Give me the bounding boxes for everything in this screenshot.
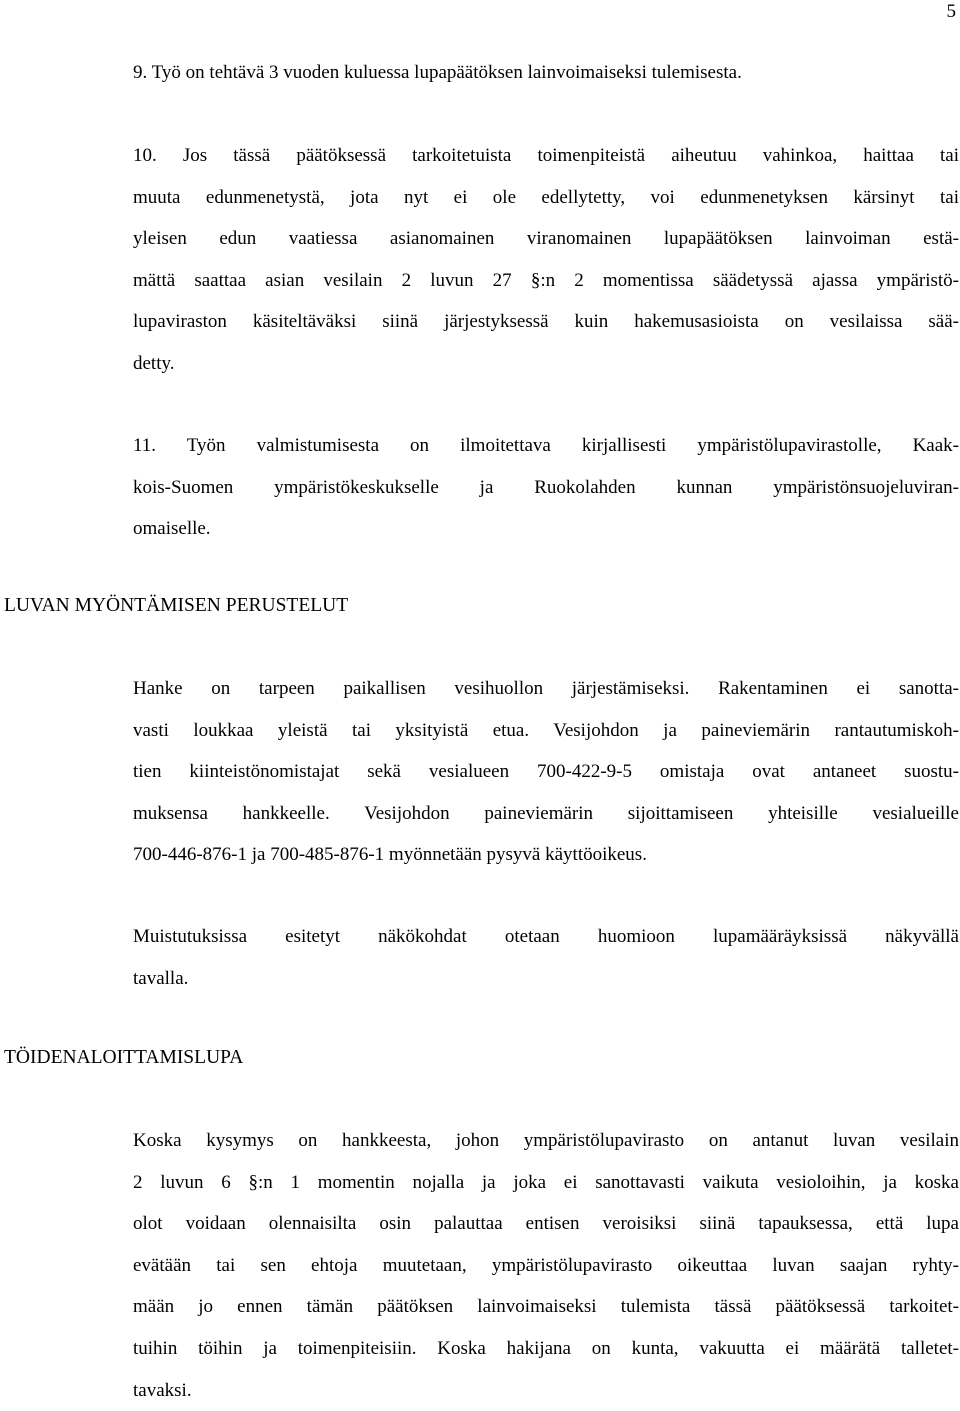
- text-line: kois-Suomen ympäristökeskukselle ja Ruokolahden kunnan ympäristönsuojeluviran-: [133, 476, 959, 498]
- text-line: tuihin töihin ja toimenpiteisiin. Koska hakijana on kunta, vakuutta ei määrätä talletet-: [133, 1337, 959, 1359]
- text-line: tavalla.: [133, 967, 189, 989]
- text-line: evätään tai sen ehtoja muutetaan, ympäristölupavirasto oikeuttaa luvan saajan ryhty-: [133, 1254, 959, 1276]
- text-line: 2 luvun 6 §:n 1 momentin nojalla ja joka ei sanottavasti vaikuta vesioloihin, ja koska: [133, 1171, 959, 1193]
- text-line: mään jo ennen tämän päätöksen lainvoimaiseksi tulemista tässä päätöksessä tarkoitet-: [133, 1296, 959, 1318]
- section-heading-perustelut: LUVAN MYÖNTÄMISEN PERUSTELUT: [4, 595, 349, 616]
- text-line: 10. Jos tässä päätöksessä tarkoitetuista toimenpiteistä aiheutuu vahinkoa, haittaa tai: [133, 145, 959, 166]
- text-line: mättä saattaa asian vesilain 2 luvun 27 §:n 2 momentissa säädetyssä ajassa ympäristö-: [133, 269, 959, 291]
- condition-10: [133, 135, 959, 385]
- text-line: vasti loukkaa yleistä tai yksityistä etua. Vesijohdon ja paineviemärin rantautumiskoh-: [133, 719, 959, 741]
- text-line: lupaviraston käsiteltäväksi siinä järjestyksessä kuin hakemusasioista on vesilaissa sää-: [133, 311, 959, 333]
- condition-9: [133, 52, 959, 94]
- text-line: muksensa hankkeelle. Vesijohdon paineviemärin sijoittamiseen yhteisille vesialueille: [133, 802, 959, 824]
- text-line: olot voidaan olennaisilta osin palauttaa entisen veroisiksi siinä tapauksessa, että lupa: [133, 1213, 959, 1235]
- text-line: muuta edunmenetystä, jota nyt ei ole edellytetty, voi edunmenetyksen kärsinyt tai: [133, 186, 959, 208]
- text-line: yleisen edun vaatiessa asianomainen viranomainen lupapäätöksen lainvoiman estä-: [133, 228, 959, 250]
- text-line: detty.: [133, 352, 175, 374]
- text-line: 9. Työ on tehtävä 3 vuoden kuluessa lupapäätöksen lainvoimaiseksi tulemisesta.: [133, 62, 742, 83]
- text-line: 11. Työn valmistumisesta on ilmoitettava kirjallisesti ympäristölupavirastolle, Kaak-: [133, 435, 959, 456]
- text-line: omaiselle.: [133, 518, 211, 540]
- perustelut-paragraph-1: [133, 668, 959, 876]
- text-line: Koska kysymys on hankkeesta, johon ympäristölupavirasto on antanut luvan vesilain: [133, 1130, 959, 1151]
- text-line: tavaksi.: [133, 1379, 192, 1401]
- text-line: Muistutuksissa esitetyt näkökohdat otetaan huomioon lupamääräyksissä näkyvällä: [133, 926, 959, 947]
- page-number: 5: [946, 1, 956, 22]
- perustelut-paragraph-2: [133, 916, 959, 999]
- text-line: 700-446-876-1 ja 700-485-876-1 myönnetään pysyvä käyttöoikeus.: [133, 844, 647, 866]
- text-line: tien kiinteistönomistajat sekä vesialueen 700-422-9-5 omistaja ovat antaneet suostu-: [133, 761, 959, 783]
- section-heading-aloittamislupa: TÖIDENALOITTAMISLUPA: [4, 1047, 244, 1068]
- aloittamislupa-paragraph: [133, 1120, 959, 1411]
- condition-11: [133, 425, 959, 550]
- text-line: Hanke on tarpeen paikallisen vesihuollon järjestämiseksi. Rakentaminen ei sanotta-: [133, 678, 959, 699]
